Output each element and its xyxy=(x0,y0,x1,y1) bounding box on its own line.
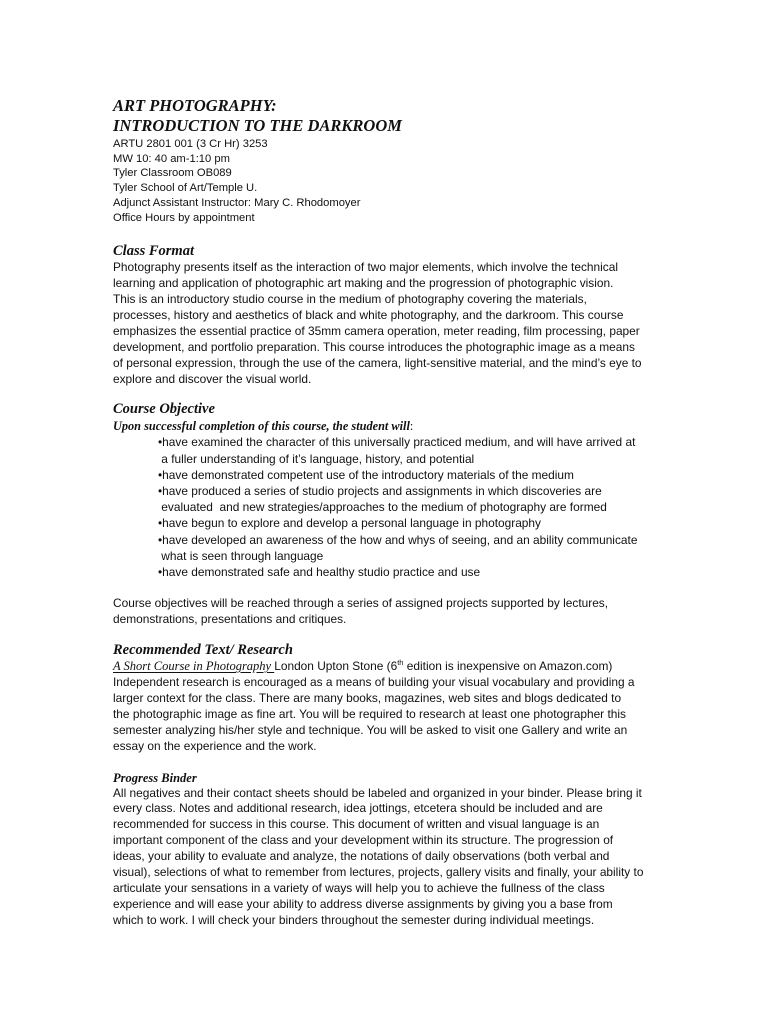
course-objective-intro xyxy=(113,418,658,434)
list-item: •have begun to explore and develop a personal language in photography xyxy=(158,516,541,531)
title-line-2: INTRODUCTION TO THE DARKROOM xyxy=(113,116,402,135)
list-item: •have developed an awareness of the how and whys of seeing, and an ability communicate xyxy=(158,532,638,547)
objective-intro-text: Upon successful completion of this course, the student will xyxy=(113,419,410,434)
course-school: Tyler School of Art/Temple U. xyxy=(113,182,258,195)
text-line: Photography presents itself as the interaction of two major elements, which involve the technical xyxy=(113,260,618,275)
list-item: what is seen through language xyxy=(158,548,324,563)
objective-closing xyxy=(113,596,658,628)
title-line-1: ART PHOTOGRAPHY: xyxy=(113,96,277,115)
text-line: experience and will ease your ability to address diverse assignments by giving you a base from xyxy=(113,896,613,911)
course-classroom: Tyler Classroom OB089 xyxy=(113,167,232,180)
text-line: All negatives and their contact sheets should be labeled and organized in your binder. Please bring it xyxy=(113,785,642,800)
book-title: A Short Course in Photography xyxy=(113,659,275,674)
syllabus-page xyxy=(113,96,658,929)
class-format-heading: Class Format xyxy=(113,243,194,260)
list-item: •have demonstrated safe and healthy studio practice and use xyxy=(158,565,481,580)
text-line: demonstrations, presentations and critiques. xyxy=(113,612,347,627)
text-line: the photographic image as fine art. You will be required to research at least one photographer this xyxy=(113,706,626,721)
text-line: development, and portfolio preparation. This course introduces the photographic image as a means xyxy=(113,339,635,354)
course-code: ARTU 2801 001 (3 Cr Hr) 3253 xyxy=(113,138,268,150)
text-line: learning and application of photographic art making and the progression of photographic vision. xyxy=(113,276,614,291)
text-line: This is an introductory studio course in the medium of photography covering the materials, xyxy=(113,292,587,307)
list-item: evaluated and new strategies/approaches to the medium of photography are formed xyxy=(158,500,607,515)
recommended-heading: Recommended Text/ Research xyxy=(113,642,293,659)
text-line: visual), selections of what to remember from lectures, projects, gallery visits and finally, your ability to xyxy=(113,865,644,880)
text-line: every class. Notes and additional research, idea jottings, etcetera should be included and are xyxy=(113,801,603,816)
text-line: ideas, your ability to evaluate and analyze, the notations of daily observations (both verbal and xyxy=(113,849,610,864)
text-line: explore and discover the visual world. xyxy=(113,371,312,386)
class-format-section xyxy=(113,243,658,387)
recommended-section xyxy=(113,642,658,754)
text-line: emphasizes the essential practice of 35mm camera operation, meter reading, film processing, paper xyxy=(113,323,640,338)
book-rest-a: London Upton Stone (6 xyxy=(274,659,398,674)
text-line: Independent research is encouraged as a means of building your visual vocabulary and providing a xyxy=(113,675,635,690)
text-line: articulate your sensations in a variety of ways will help you to achieve the fullness of the class xyxy=(113,880,605,895)
text-line: processes, history and aesthetics of black and white photography, and the darkroom. This course xyxy=(113,307,624,322)
text-line: recommended for success in this course. This document of written and visual language is an xyxy=(113,817,600,832)
progress-binder-paragraph xyxy=(113,786,658,929)
progress-binder-section xyxy=(113,771,658,929)
text-line: important component of the class and your development within its structure. The progression of xyxy=(113,833,614,848)
edition-superscript: th xyxy=(397,658,404,668)
list-item: •have produced a series of studio projects and assignments in which discoveries are xyxy=(158,484,602,499)
text-line: which to work. I will check your binders throughout the semester during individual meetings. xyxy=(113,912,595,927)
course-office-hours: Office Hours by appointment xyxy=(113,211,255,224)
text-line: semester analyzing his/her style and technique. You will be asked to visit one Gallery and write an xyxy=(113,722,628,737)
list-item: •have demonstrated competent use of the introductory materials of the medium xyxy=(158,467,574,482)
course-instructor: Adjunct Assistant Instructor: Mary C. Rhodomoyer xyxy=(113,196,361,209)
book-line xyxy=(113,659,658,675)
text-line: of personal expression, through the use of the camera, light-sensitive material, and the mind’s eye to xyxy=(113,355,642,370)
text-line: larger context for the class. There are many books, magazines, web sites and blogs dedicated to xyxy=(113,690,622,705)
text-line: Course objectives will be reached through a series of assigned projects supported by lectures, xyxy=(113,596,609,611)
objective-list xyxy=(113,434,658,580)
course-meta xyxy=(113,137,658,225)
list-item: a fuller understanding of it’s language, history, and potential xyxy=(158,451,475,466)
recommended-paragraph xyxy=(113,659,658,754)
list-item: •have examined the character of this universally practiced medium, and will have arrived at xyxy=(158,435,636,450)
text-line: essay on the experience and the work. xyxy=(113,738,317,753)
objective-intro-colon: : xyxy=(409,419,414,434)
course-objective-section xyxy=(113,401,658,628)
course-schedule: MW 10: 40 am-1:10 pm xyxy=(113,152,230,165)
book-rest-b: edition is inexpensive on Amazon.com) xyxy=(403,659,613,674)
progress-binder-heading: Progress Binder xyxy=(113,770,197,785)
syllabus-header xyxy=(113,96,658,225)
class-format-paragraph xyxy=(113,260,658,387)
course-objective-heading: Course Objective xyxy=(113,401,215,418)
